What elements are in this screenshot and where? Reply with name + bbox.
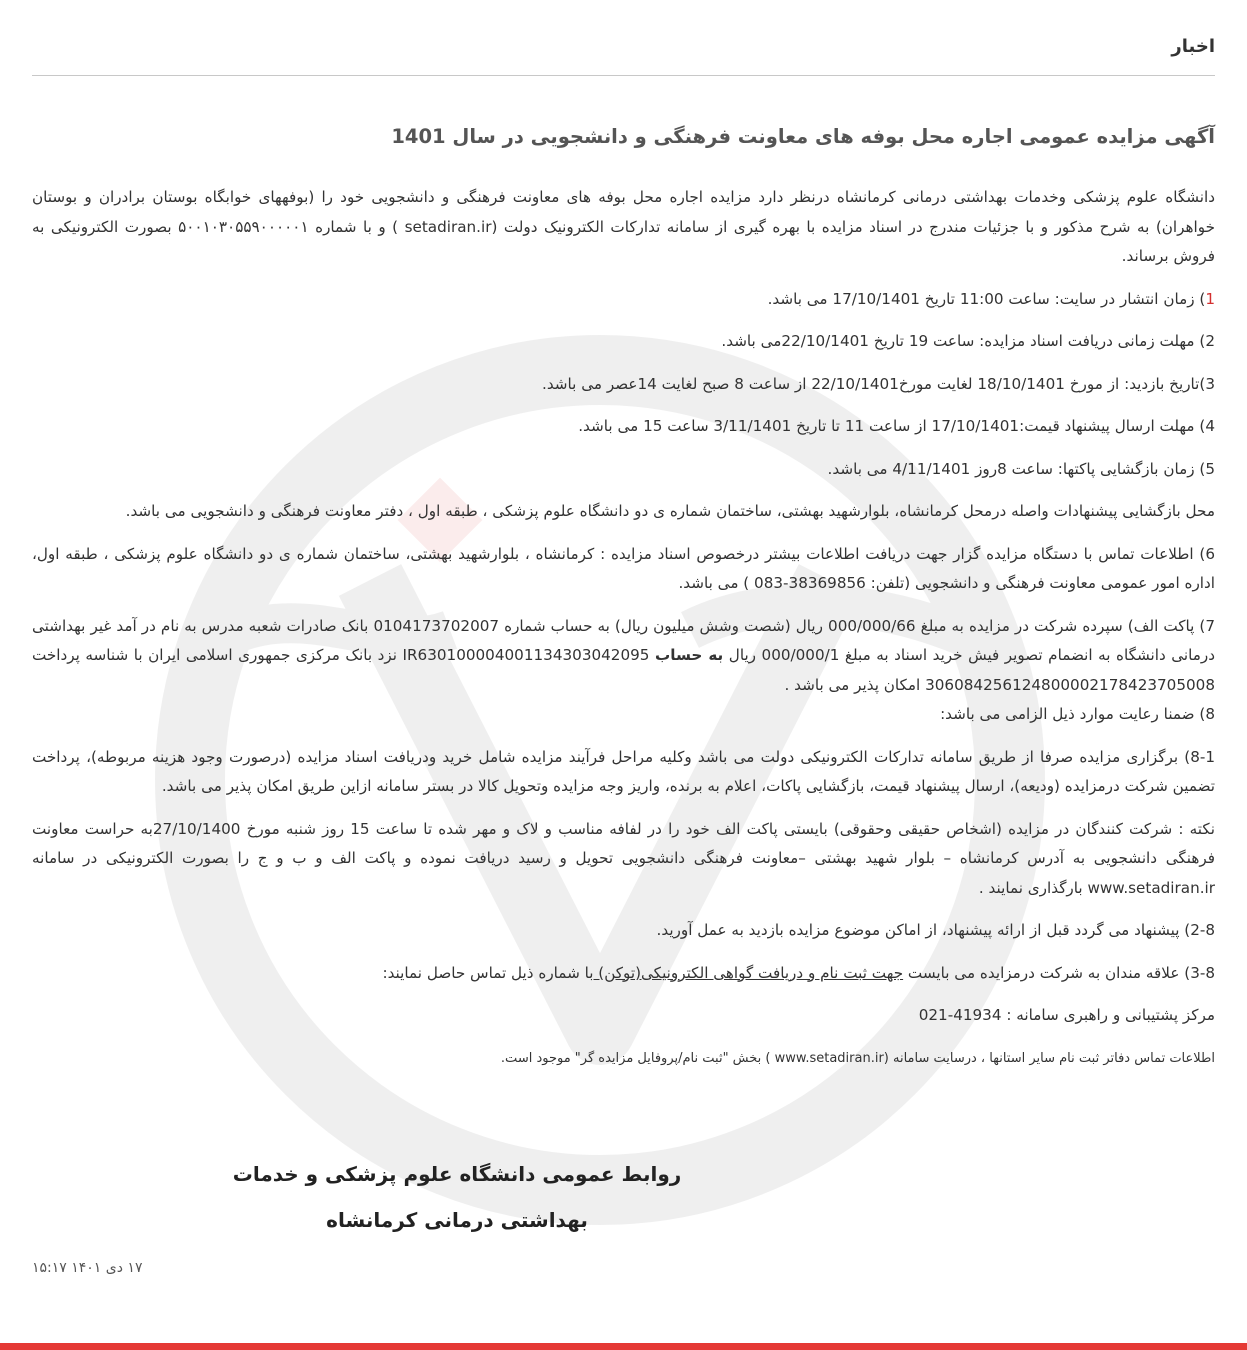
item-7 [32,612,1215,701]
item-8-2: 2-8) پیشنهاد می گردد قبل از ارائه پیشنهاد، از اماکن موضوع مزایده بازدید به عمل آورید. [656,921,1215,939]
intro-paragraph: دانشگاه علوم پزشکی وخدمات بهداشتی درمانی کرمانشاه درنظر دارد مزایده اجاره محل بوفه های معاونت فرهنگی و دانشجویی خود را (بوفههای خوابگاه بوستان برادران و بوستان خواهران) به شرح مذکور و با جزئیات مندرج در اسناد مزایده با بهره گیری از سامانه تدارکات الکترونیک دولت (setadiran.ir ) و با شماره ۵۰۰۱۰۳۰۵۵۹۰۰۰۰۰۱ بصورت الکترونیکی به فروش برساند. [32,188,1215,265]
item-8-3 [32,959,1215,989]
item-6: 6) اطلاعات تماس با دستگاه مزایده گزار جهت دریافت اطلاعات بیشتر درخصوص اسناد مزایده : کرمانشاه ، بلوارشهید بهشتی، ساختمان شماره ی دو دانشگاه علوم پزشکی ، طبقه اول، اداره امور عمومی معاونت فرهنگی و دانشجویی (تلفن: 38369856-083 ) می باشد. [32,544,1215,592]
opening-place: محل بازگشایی پیشنهادات واصله درمحل کرمانشاه، بلوارشهید بهشتی، ساختمان شماره ی دو دانشگاه علوم پزشکی ، طبقه اول ، دفتر معاونت فرهنگی و دانشجویی می باشد. [125,502,1215,520]
item-7-part-a: 7) پاکت الف) سپرده شرکت در مزایده به مبلغ 000/000/66 ریال (شصت وشش میلیون ریال) به حساب شماره 0104173702007 بانک صادرات شعبه مدرس به نام در آمد غیر بهداشتی درمانی دانشگاه به انضمام تصویر فیش خرید اسناد به مبلغ 000/000/1 ریال [32,616,1215,664]
publish-date: ۱۷ دی ۱۴۰۱ ۱۵:۱۷ [32,1260,143,1276]
item-7-bold: به حساب [655,646,724,664]
item-8-3-part-b: با شماره ذیل تماس حاصل نمایند: [382,963,594,982]
offices-info: اطلاعات تماس دفاتر ثبت نام سایر استانها ، درسایت سامانه (www.setadiran.ir ) بخش "ثبت نام/پروفایل مزایده گر" موجود است. [500,1050,1215,1066]
item-8-1: 8-1) برگزاری مزایده صرفا از طریق سامانه تدارکات الکترونیکی دولت می باشد وکلیه مراحل فرآیند مزایده شامل خرید ودریافت اسناد مزایده (درصورت وجود هزینه مربوطه)، پرداخت تضمین شرکت درمزایده (ودیعه)، ارسال پیشنهاد قیمت، بازگشایی پاکات، اعلام به برنده، واریز وجه مزایده وتحویل کالا در بستر سامانه ازاین طریق امکان پذیر می باشد. [32,747,1215,795]
item-1-text: ) زمان انتشار در سایت: ساعت 11:00 تاریخ 17/10/1401 می باشد. [767,289,1206,308]
item-2: 2) مهلت زمانی دریافت اسناد مزایده: ساعت 19 تاریخ 22/10/1401می باشد. [721,332,1215,350]
item-8-3-part-a: 3-8) علاقه مندان به شرکت درمزایده می بایست [903,963,1215,982]
item-3: 3)تاریخ بازدید: از مورخ 18/10/1401 لغایت مورخ22/10/1401 از ساعت 8 صبح لغایت 14عصر می باشد. [542,374,1215,393]
item-1 [32,285,1215,315]
signature-line-2: بهداشتی درمانی کرمانشاه [326,1208,588,1232]
item-1-number: 1 [1205,289,1215,308]
signature-block [207,1162,707,1232]
item-8-3-underlined: جهت ثبت نام و دریافت گواهی الکترونیکی(توکن) [593,963,904,982]
item-5: 5) زمان بازگشایی پاکتها: ساعت 8روز 4/11/1401 می باشد. [827,459,1215,478]
bottom-accent-bar [0,1343,1247,1350]
divider [32,75,1215,76]
article-body [32,183,1215,1086]
item-7-part-b: IR630100004001134303042095 نزد بانک مرکزی جمهوری اسلامی ایران با شناسه پرداخت 306084256124800002178423705008 امکان پذیر می باشد . [32,646,1215,694]
item-8: 8) ضمنا رعایت موارد ذیل الزامی می باشد: [940,705,1215,723]
section-title: اخبار [1171,36,1215,57]
support-center: مرکز پشتیبانی و راهبری سامانه : 41934-021 [918,1006,1215,1024]
signature-line-1: روابط عمومی دانشگاه علوم پزشکی و خدمات [232,1162,682,1186]
page-title: آگهی مزایده عمومی اجاره محل بوفه های معاونت فرهنگی و دانشجویی در سال 1401 [391,125,1215,148]
item-4: 4) مهلت ارسال پیشنهاد قیمت:17/10/1401 از ساعت 11 تا تاریخ 3/11/1401 ساعت 15 می باشد. [578,417,1215,435]
note: نکته : شرکت کنندگان در مزایده (اشخاص حقیقی وحقوقی) بایستی پاکت الف خود را در لفافه مناسب و لاک و مهر شده تا ساعت 15 روز شنبه مورخ 27/10/1400به حراست معاونت فرهنگی دانشجویی به آدرس کرمانشاه – بلوار شهید بهشتی –معاونت فرهنگی دانشجویی تحویل و رسید دریافت نموده و پاکت الف و ب و ج را بصورت الکترونیکی در سامانه www.setadiran.ir بارگذاری نمایند . [32,819,1215,897]
